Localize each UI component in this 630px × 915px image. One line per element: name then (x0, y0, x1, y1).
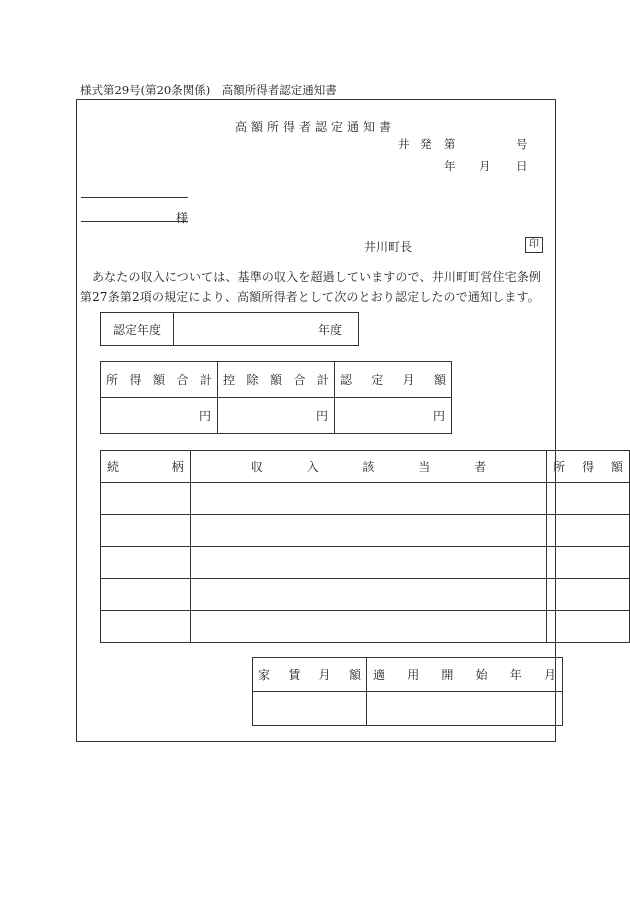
rent-table (252, 657, 563, 726)
earner-cell[interactable] (190, 611, 546, 643)
income-total-header: 所得額合計 (106, 373, 212, 387)
document-title: 高額所得者認定通知書 (234, 120, 395, 134)
start-date-header: 適用開始年月 (373, 668, 556, 682)
issue-prefix: 井 (398, 137, 410, 151)
household-table (100, 450, 630, 643)
income-total-field[interactable] (101, 398, 218, 434)
income-header: 所得額 (553, 460, 623, 474)
income-cell[interactable] (547, 611, 630, 643)
table-row (101, 515, 630, 547)
seal-mark: 印 (525, 237, 543, 253)
income-cell[interactable] (547, 547, 630, 579)
deduction-total-unit: 円 (315, 409, 328, 423)
relation-header: 続柄 (107, 460, 184, 474)
fiscal-year-table (100, 312, 359, 346)
income-cell[interactable] (547, 515, 630, 547)
income-table (100, 361, 452, 434)
notice-body: あなたの収入については、基準の収入を超過していますので、井川町町営住宅条例第27条第2項の規定により、高額所得者として次のとおり認定したので通知します。 (80, 270, 542, 304)
monthly-rent-field[interactable] (253, 692, 367, 726)
recipient-address-line[interactable] (81, 197, 188, 198)
deduction-total-header: 控除額合計 (223, 373, 329, 387)
relation-cell[interactable] (101, 483, 191, 515)
relation-cell[interactable] (101, 611, 191, 643)
table-row (101, 547, 630, 579)
certified-monthly-field[interactable] (335, 398, 452, 434)
fiscal-year-unit: 年度 (317, 322, 342, 337)
certified-monthly-header: 認定月額 (340, 373, 446, 387)
issue-middle: 発 (420, 137, 432, 151)
table-row (101, 483, 630, 515)
issuer-name: 井川町長 (364, 240, 413, 254)
relation-cell[interactable] (101, 547, 191, 579)
certified-monthly-unit: 円 (432, 409, 445, 423)
form-caption: 様式第29号(第20条関係) 高額所得者認定通知書 (80, 83, 337, 97)
date-year: 年 (444, 159, 456, 173)
issue-dai: 第 (444, 137, 456, 151)
earner-cell[interactable] (190, 547, 546, 579)
earner-cell[interactable] (190, 483, 546, 515)
recipient-honorific: 様 (176, 211, 189, 225)
fiscal-year-label: 認定年度 (101, 313, 174, 346)
earner-header: 収入該当者 (250, 460, 487, 474)
date-month: 月 (479, 159, 491, 173)
income-total-unit: 円 (198, 409, 211, 423)
fiscal-year-field[interactable] (174, 313, 359, 346)
relation-cell[interactable] (101, 515, 191, 547)
income-cell[interactable] (547, 483, 630, 515)
monthly-rent-header: 家賃月額 (258, 668, 361, 682)
relation-cell[interactable] (101, 579, 191, 611)
recipient-name-line[interactable] (81, 221, 188, 222)
table-row (101, 611, 630, 643)
start-date-field[interactable] (367, 692, 563, 726)
issue-suffix: 号 (516, 137, 528, 151)
earner-cell[interactable] (190, 579, 546, 611)
deduction-total-field[interactable] (218, 398, 335, 434)
table-row (101, 579, 630, 611)
earner-cell[interactable] (190, 515, 546, 547)
income-cell[interactable] (547, 579, 630, 611)
date-day: 日 (516, 159, 528, 173)
